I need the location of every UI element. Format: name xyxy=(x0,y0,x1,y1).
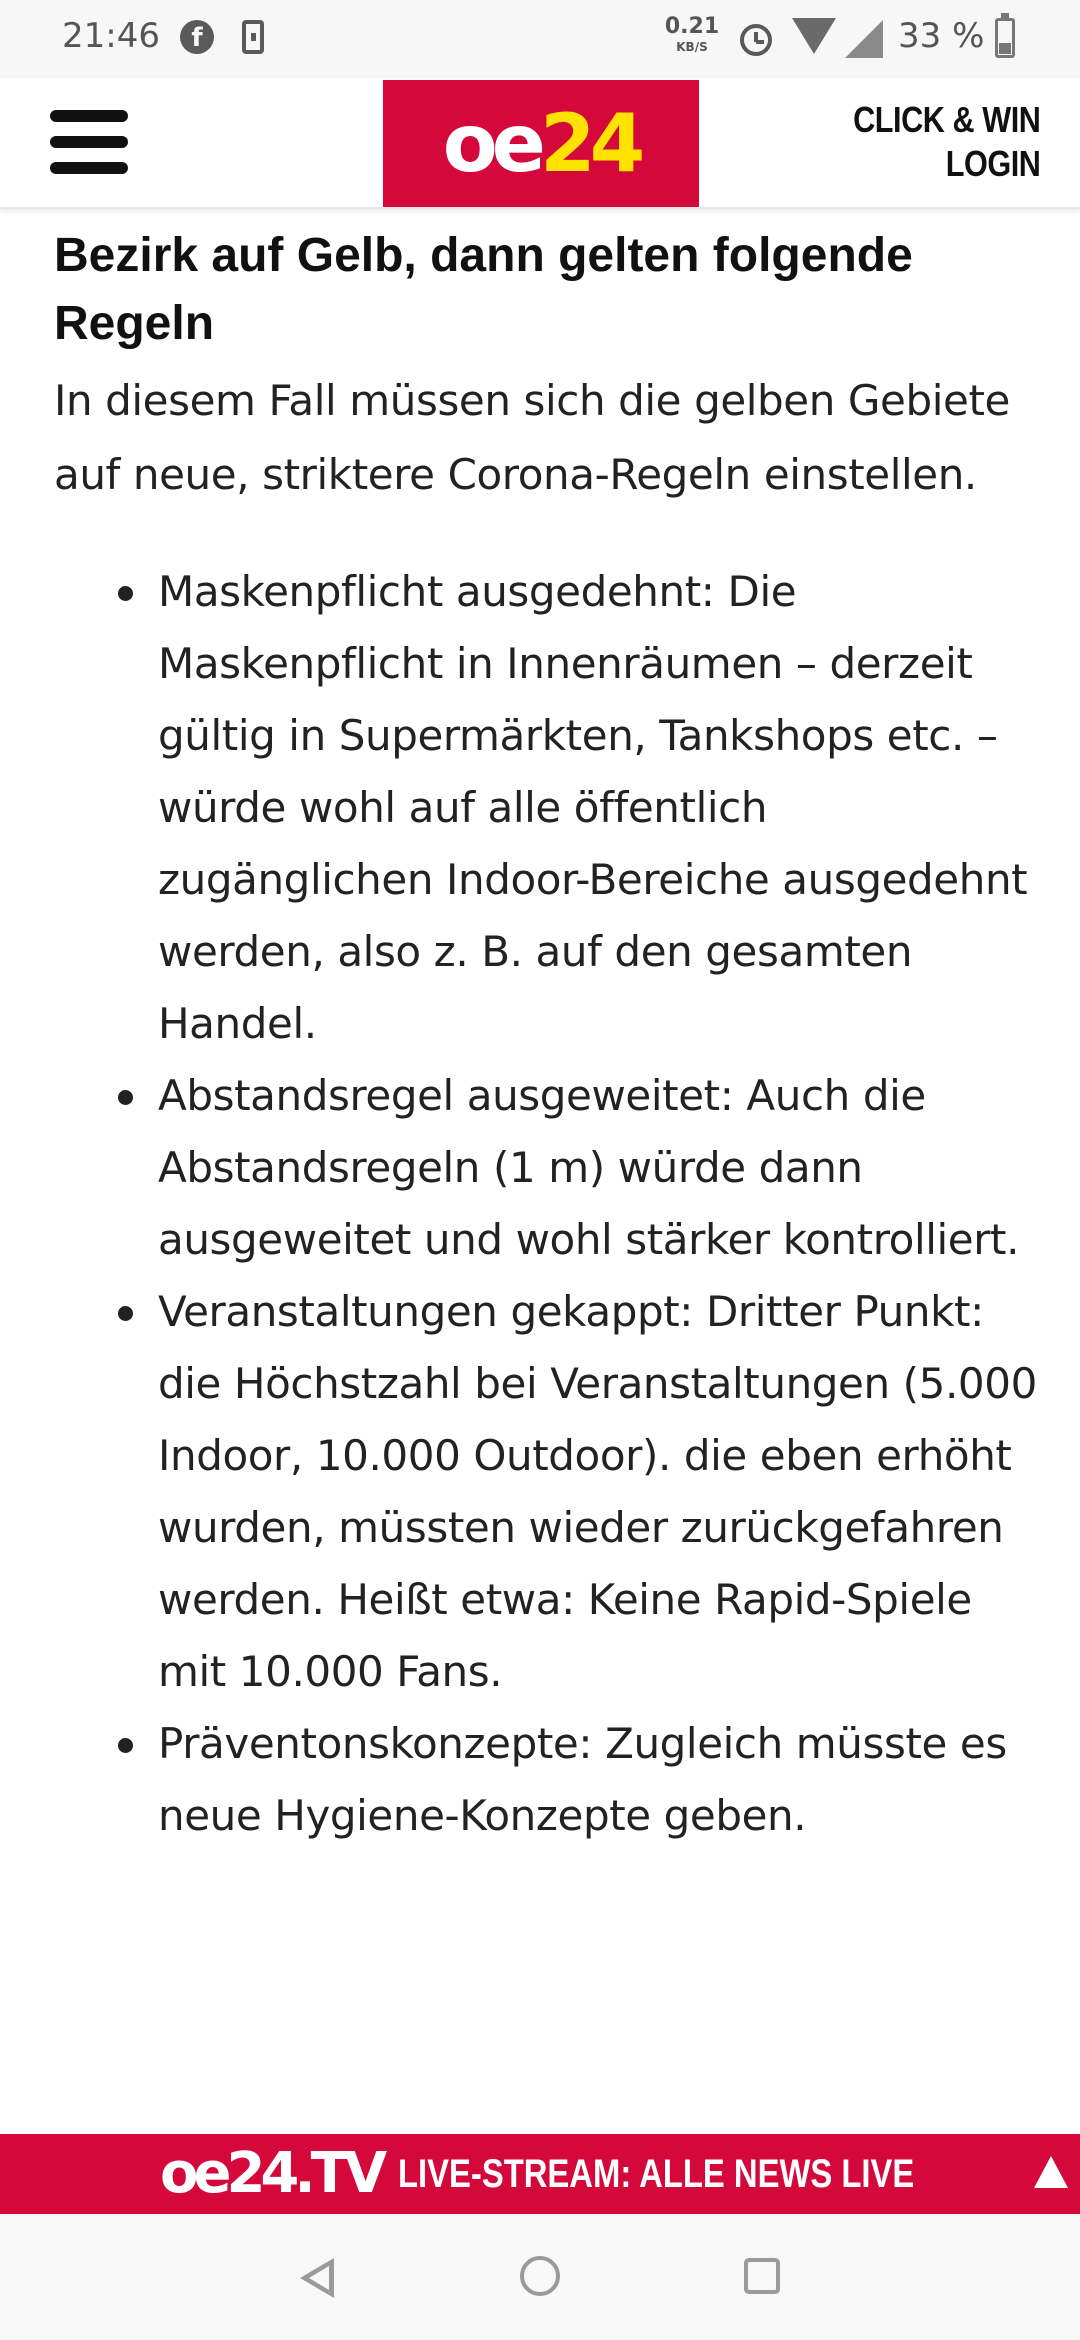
list-item-text: Veranstaltungen gekappt: Dritter Punkt: die Höchstzahl bei Veranstaltungen (5.000 Indoor, 10.000 Outdoor). die eben erhöht wurden, müssten wieder zurückgefahren werden. Heißt etwa: Keine Rapid-Spiele mit 10.000 Fans. xyxy=(158,1287,1037,1696)
data-speed-unit: KB/S xyxy=(676,40,708,54)
bullet-icon xyxy=(118,1738,133,1753)
oe24-logo[interactable] xyxy=(383,80,699,207)
list-item-text: Maskenpflicht ausgedehnt: Die Maskenpflicht in Innenräumen – derzeit gültig in Supermärkten, Tankshops etc. – würde wohl auf alle öffentlich zugänglichen Indoor-Bereiche ausgedehnt werden, also z. B. auf den gesamten Handel. xyxy=(158,567,1028,1048)
status-time: 21:46 xyxy=(62,16,160,56)
signal-icon xyxy=(845,20,883,58)
list-item xyxy=(54,1060,1044,1276)
menu-bar-line xyxy=(50,136,128,148)
system-nav-bar xyxy=(0,2214,1080,2340)
list-item-text: Präventonskonzepte: Zugleich müsste es neue Hygiene-Konzepte geben. xyxy=(158,1719,1007,1840)
battery-percent: 33 % xyxy=(898,16,985,56)
back-icon[interactable] xyxy=(300,2258,334,2298)
login-link[interactable]: LOGIN xyxy=(945,143,1040,184)
list-item xyxy=(54,1708,1044,1852)
home-icon[interactable] xyxy=(520,2256,560,2296)
rules-list xyxy=(54,556,1044,1852)
data-speed xyxy=(664,16,720,53)
logo-text-oe: oe xyxy=(442,97,540,190)
bullet-icon xyxy=(118,1090,133,1105)
battery-icon xyxy=(995,18,1015,58)
facebook-icon: f xyxy=(180,20,214,54)
data-speed-value: 0.21 xyxy=(664,14,720,39)
live-stream-bar[interactable] xyxy=(0,2134,1080,2214)
logo-text-24: 24 xyxy=(539,97,640,190)
hamburger-menu-icon[interactable] xyxy=(50,110,128,174)
bullet-icon xyxy=(118,586,133,601)
site-header xyxy=(0,78,1080,209)
click-win-link[interactable]: CLICK & WIN xyxy=(852,99,1040,140)
list-item-text: Abstandsregel ausgeweitet: Auch die Abstandsregeln (1 m) würde dann ausgeweitet und wohl stärker kontrolliert. xyxy=(158,1071,1020,1264)
wifi-icon xyxy=(792,18,836,54)
live-stream-label: LIVE-STREAM: ALLE NEWS LIVE xyxy=(398,2152,915,2196)
list-item xyxy=(54,556,1044,1060)
header-links xyxy=(820,98,1040,186)
recents-icon[interactable] xyxy=(744,2258,780,2294)
article-content xyxy=(54,222,1044,1852)
oe24-tv-logo: oe24.TV xyxy=(160,2141,383,2206)
menu-bar-line xyxy=(50,162,128,174)
bullet-icon xyxy=(118,1306,133,1321)
alarm-icon xyxy=(740,24,772,56)
article-subheading: Bezirk auf Gelb, dann gelten folgende Regeln xyxy=(54,229,913,350)
list-item xyxy=(54,1276,1044,1708)
menu-bar-line xyxy=(50,110,128,122)
status-bar xyxy=(0,0,1080,78)
expand-up-icon[interactable] xyxy=(1034,2156,1068,2188)
phone-icon xyxy=(242,20,264,54)
article-paragraph: In diesem Fall müssen sich die gelben Gebiete auf neue, striktere Corona-Regeln einstellen. xyxy=(54,376,1010,499)
